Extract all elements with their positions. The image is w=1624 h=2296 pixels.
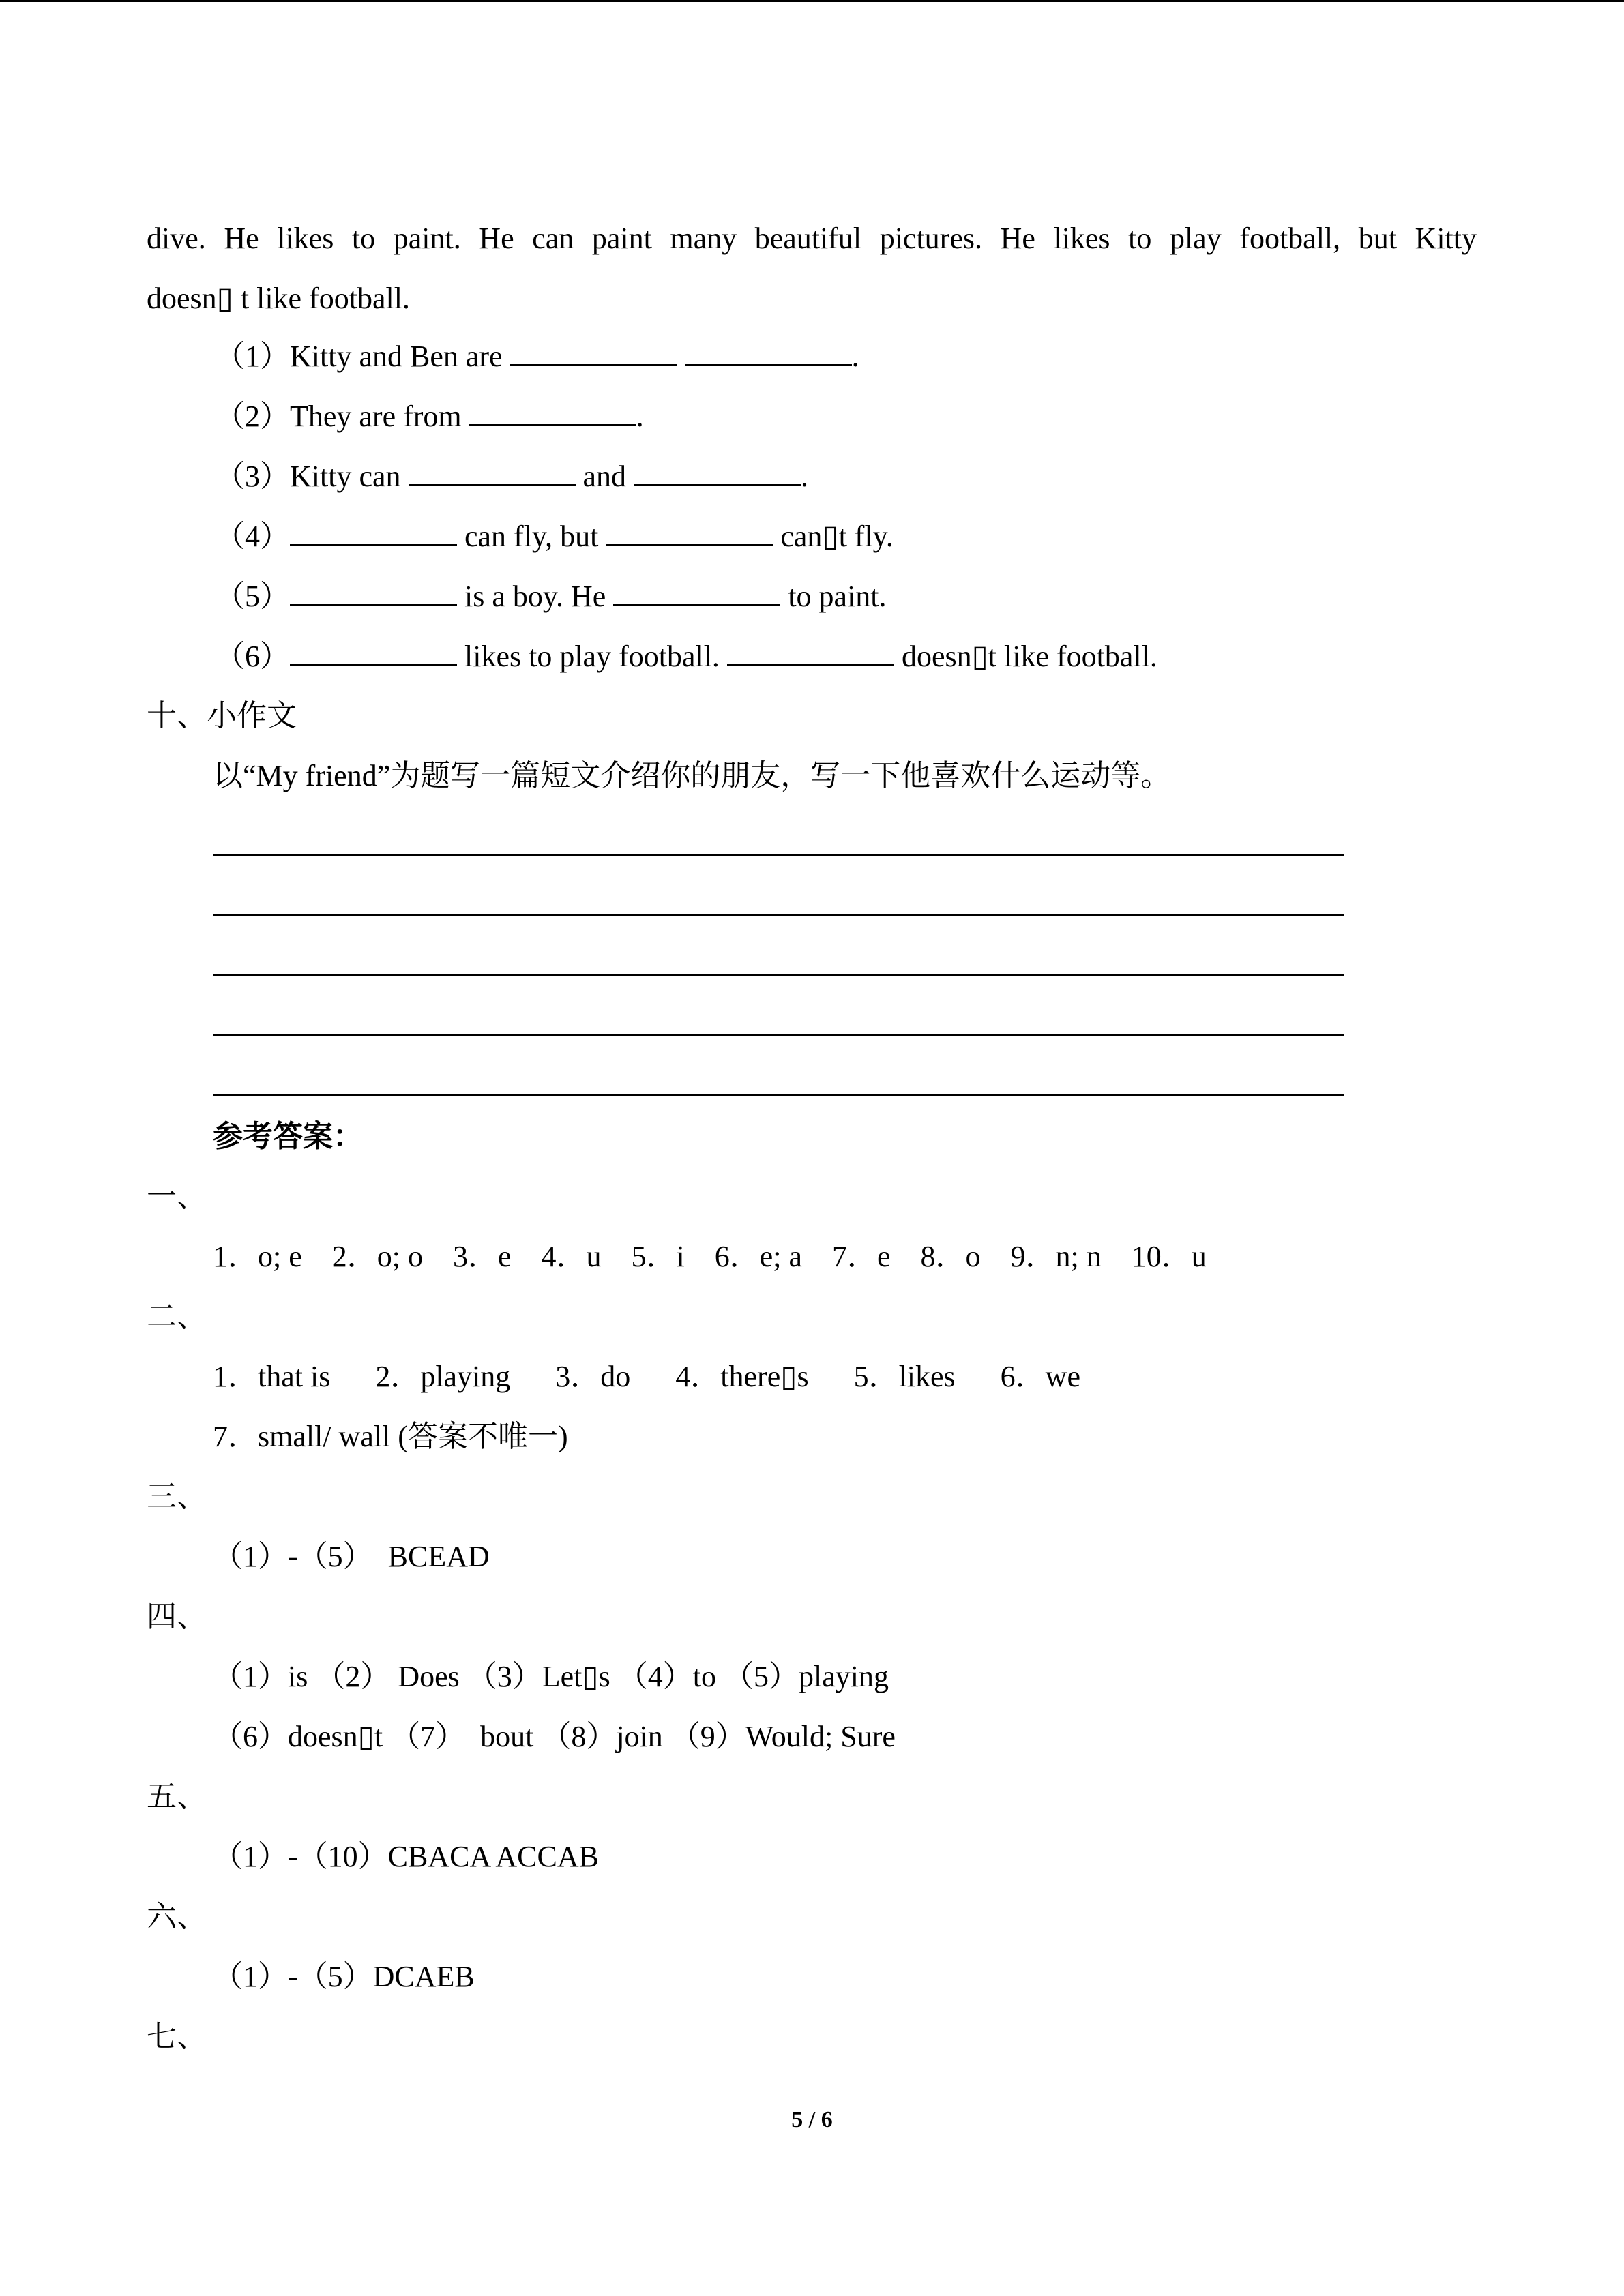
answer-blank[interactable] <box>290 521 457 546</box>
answer-section-7-label: 七、 <box>147 2020 207 2053</box>
answer-blank[interactable] <box>290 581 457 606</box>
writing-line[interactable] <box>213 1094 1344 1096</box>
writing-line[interactable] <box>213 854 1344 856</box>
answer-blank[interactable] <box>606 521 773 546</box>
answer-section-4-label: 四、 <box>147 1600 207 1633</box>
answer-blank[interactable] <box>685 341 852 366</box>
top-border <box>0 0 1624 2</box>
page-number: 5 / 6 <box>791 2107 833 2132</box>
answer-section-6: （1）-（5）DCAEB <box>213 1960 475 1993</box>
answer-section-3-label: 三、 <box>147 1480 207 1513</box>
question-2: （2）They are from . <box>215 400 644 433</box>
answer-blank[interactable] <box>469 401 636 426</box>
answer-section-4-line-1: （1）is （2） Does （3）Let▯s （4）to （5）playing <box>213 1660 889 1693</box>
question-3: （3）Kitty can and . <box>215 460 809 493</box>
answer-section-2-line-1: 1．that is 2．playing 3．do 4．there▯s 5．likes 6．we <box>213 1360 1080 1393</box>
answer-section-5-label: 五、 <box>147 1780 207 1813</box>
answer-section-2-label: 二、 <box>147 1300 207 1333</box>
answer-section-5: （1）-（10）CBACA ACCAB <box>213 1840 599 1873</box>
reading-paragraph <box>147 209 1477 329</box>
composition-prompt: 以“My friend”为题写一篇短文介绍你的朋友，写一下他喜欢什么运动等。 <box>213 759 1171 792</box>
question-6: （6） likes to play football. doesn▯t like football. <box>215 640 1157 673</box>
question-1: （1）Kitty and Ben are . <box>215 340 859 373</box>
answer-blank[interactable] <box>290 641 457 666</box>
section-10-title: 十、小作文 <box>147 699 297 732</box>
answer-blank[interactable] <box>510 341 677 366</box>
question-4: （4） can fly, but can▯t fly. <box>215 520 894 553</box>
answer-blank[interactable] <box>409 461 576 486</box>
question-5: （5） is a boy. He to paint. <box>215 580 887 613</box>
answer-blank[interactable] <box>613 581 780 606</box>
answer-section-2-line-2: 7．small/ wall (答案不唯一) <box>213 1420 568 1453</box>
answer-section-3: （1）-（5） BCEAD <box>213 1540 490 1573</box>
answer-blank[interactable] <box>727 641 894 666</box>
answer-key-heading: 参考答案： <box>213 1120 363 1153</box>
reading-line-1: dive. He likes to paint. He can paint many beautiful pictures. He likes to play football, but Kitty <box>147 222 1477 255</box>
answer-section-6-label: 六、 <box>147 1900 207 1933</box>
writing-line[interactable] <box>213 1034 1344 1036</box>
answer-section-1: 1．o; e 2．o; o 3．e 4．u 5．i 6．e; a 7．e 8．o 9．n; n 10．u <box>213 1240 1207 1273</box>
writing-line[interactable] <box>213 914 1344 916</box>
reading-line-2: doesn▯ t like football. <box>147 282 410 315</box>
answer-section-4-line-2: （6）doesn▯t （7） bout （8）join （9）Would; Sure <box>213 1720 896 1753</box>
answer-section-1-label: 一、 <box>147 1180 207 1213</box>
writing-line[interactable] <box>213 974 1344 976</box>
answer-blank[interactable] <box>634 461 801 486</box>
